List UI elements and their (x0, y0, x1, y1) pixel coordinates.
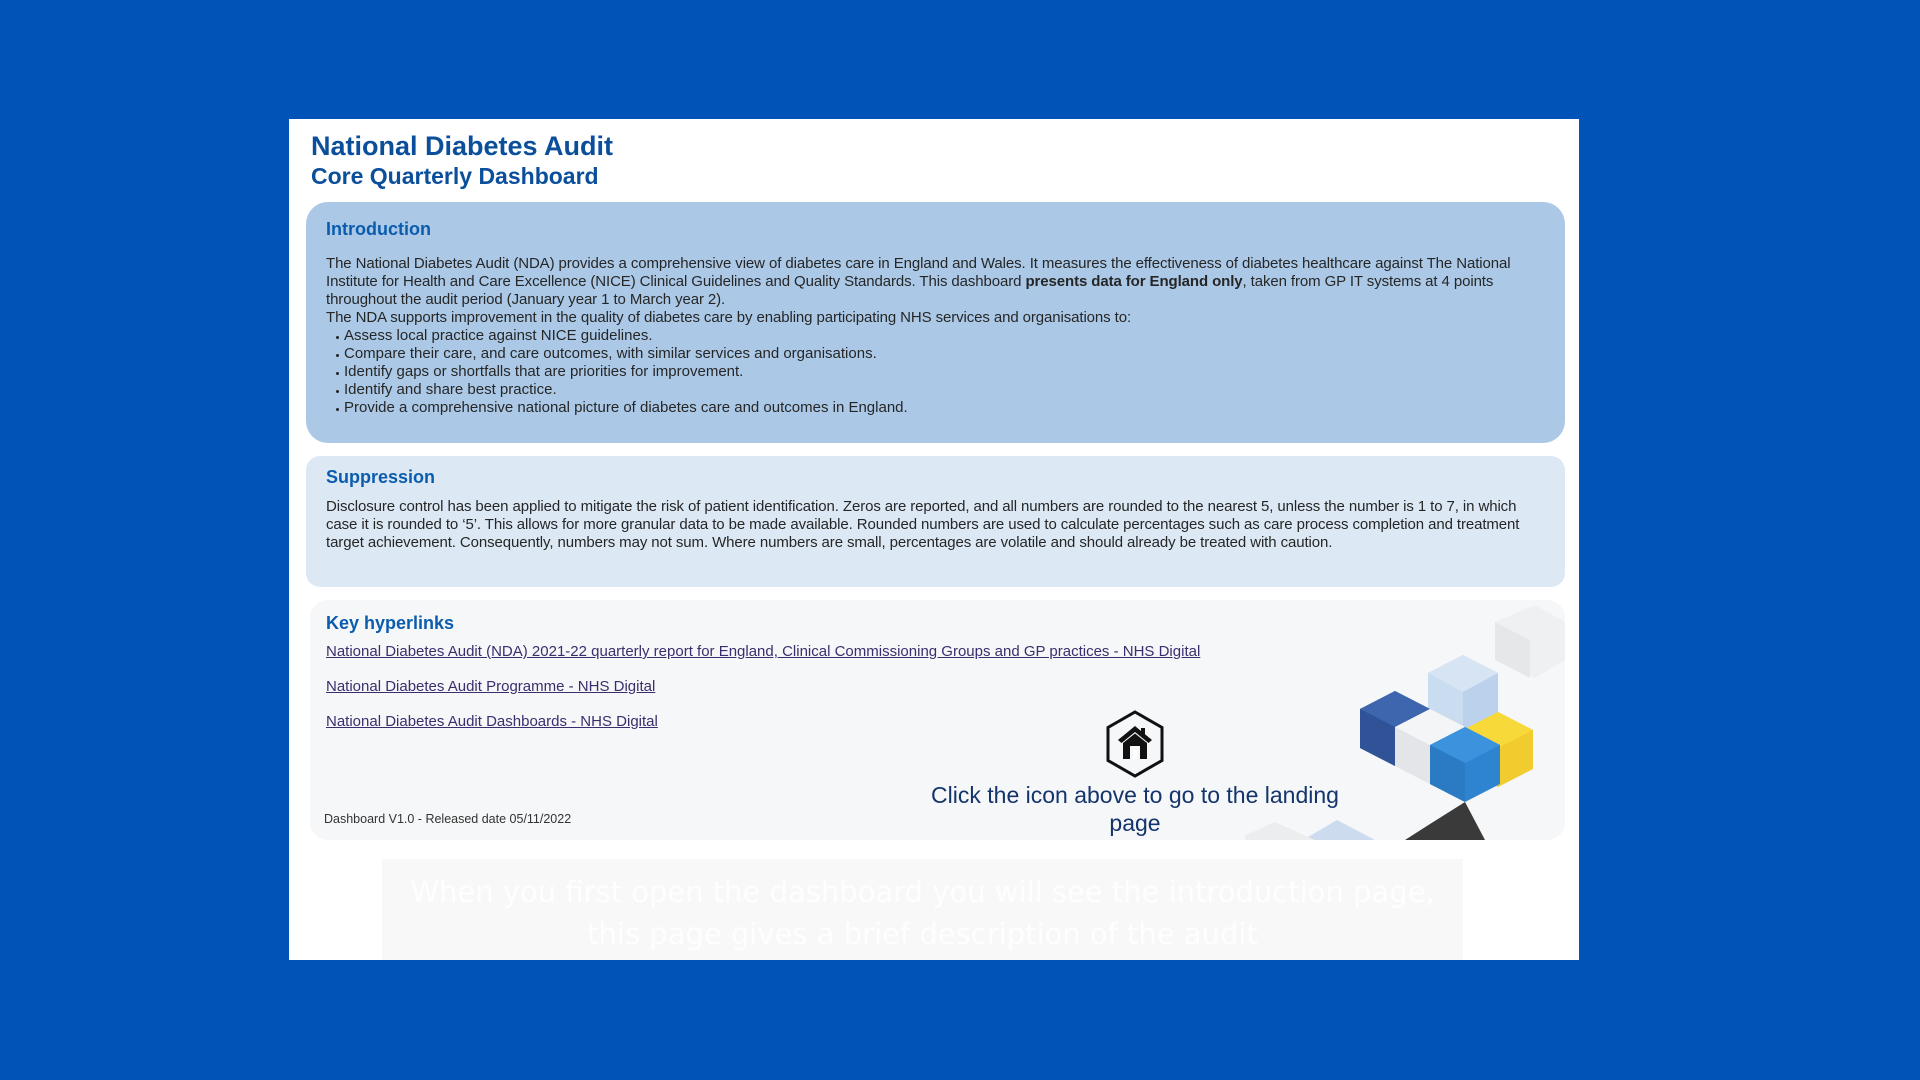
introduction-section (306, 202, 1565, 443)
link-nda-quarterly-report[interactable]: National Diabetes Audit (NDA) 2021-22 quarterly report for England, Clinical Commissioning Groups and GP practices - NHS Digital (326, 643, 1201, 660)
caption-text: When you first open the dashboard you will see the introduction page, this page gives a brief description of the audit (410, 875, 1435, 951)
bullet-item: Identify and share best practice. (336, 381, 1545, 399)
introduction-paragraph (326, 255, 1545, 309)
hyperlinks-heading: Key hyperlinks (326, 613, 455, 633)
version-release-text: Dashboard V1.0 - Released date 05/11/2022 (324, 812, 572, 826)
key-hyperlinks-section (310, 600, 1565, 840)
page-title: National Diabetes Audit (311, 131, 614, 161)
suppression-text: Disclosure control has been applied to mitigate the risk of patient identification. Zeros are reported, and all numbers are rounded to the nearest 5, unless the number is 1 to 7, in which case it is rounded to ‘5’. This allows for more granular data to be made available. Rounded numbers are used to calculate percentages such as care process completion and treatment target achievement. Consequently, numbers may not sum. Where numbers are small, percentages are volatile and should already be treated with caution. (326, 498, 1520, 551)
decorative-cubes-graphic (1245, 600, 1565, 840)
link-nda-programme[interactable]: National Diabetes Audit Programme - NHS Digital (326, 678, 656, 695)
introduction-text-part1: The National Diabetes Audit (NDA) provides a comprehensive view of diabetes care in England and Wales. It measures the effectiveness of diabetes healthcare against The National Institute for Health and Care Excellence (NICE) Clinical Guidelines and Quality Standards. This dashboard (326, 255, 1511, 290)
bullet-item: Compare their care, and care outcomes, with similar services and organisations. (336, 345, 1545, 363)
introduction-paragraph-2: The NDA supports improvement in the quality of diabetes care by enabling participating NHS services and organisations to: (326, 309, 1132, 326)
introduction-bullet-list (326, 327, 1545, 417)
home-hexagon-icon[interactable] (1104, 709, 1166, 779)
introduction-text-part2: , taken from GP IT systems at 4 points throughout the audit period (January year 1 to March year 2). (326, 273, 1494, 308)
dashboard-page (289, 119, 1579, 960)
link-nda-dashboards[interactable]: National Diabetes Audit Dashboards - NHS Digital (326, 713, 658, 730)
home-instruction-text: Click the icon above to go to the landing page (931, 782, 1339, 836)
bullet-item: Provide a comprehensive national picture of diabetes care and outcomes in England. (336, 399, 1545, 417)
suppression-section (306, 456, 1565, 587)
introduction-heading: Introduction (326, 219, 431, 239)
introduction-text-bold: presents data for England only (1025, 273, 1243, 290)
page-subtitle: Core Quarterly Dashboard (311, 163, 599, 189)
bullet-item: Assess local practice against NICE guidelines. (336, 327, 1545, 345)
bullet-item: Identify gaps or shortfalls that are priorities for improvement. (336, 363, 1545, 381)
suppression-heading: Suppression (326, 467, 436, 487)
video-caption-overlay (382, 859, 1463, 960)
